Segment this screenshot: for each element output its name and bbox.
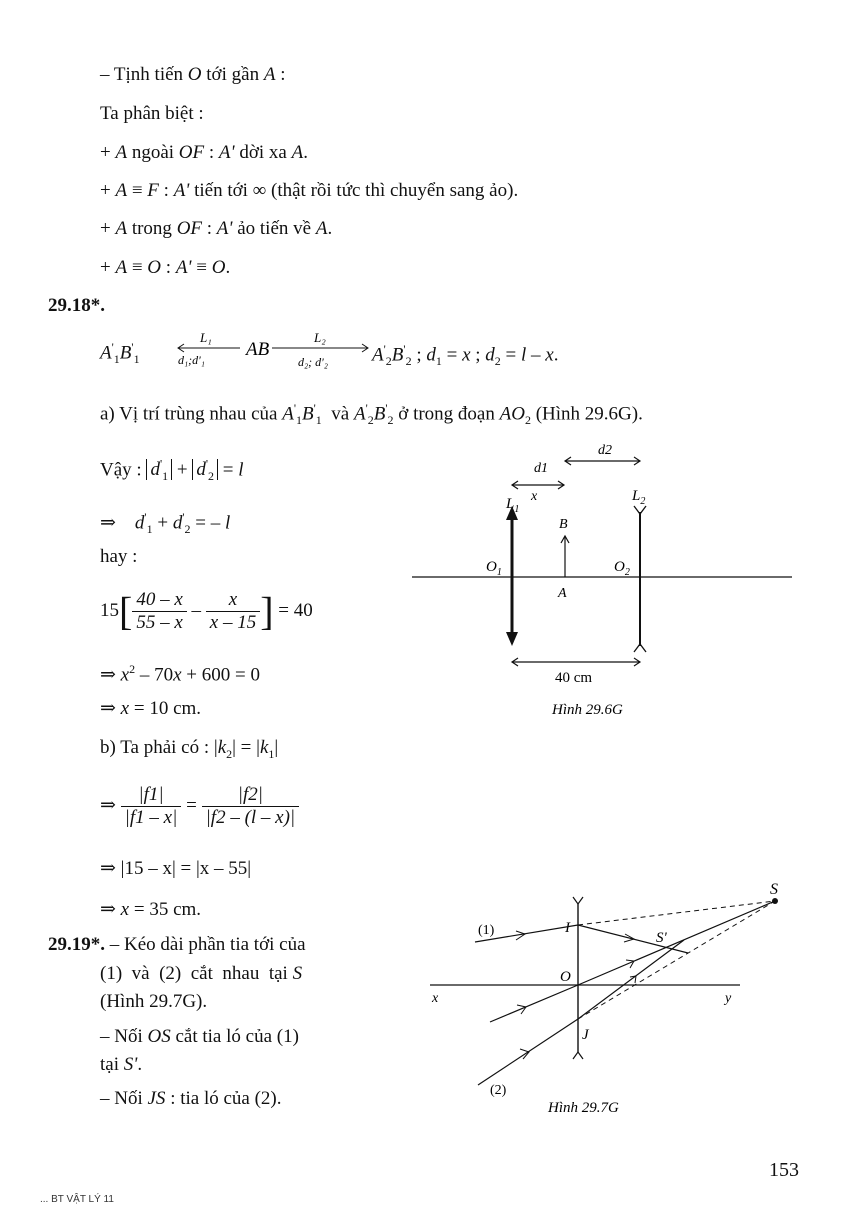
b-frac-1 bbox=[121, 784, 182, 829]
b-equation: ⇒ $\frac{|f1|}{|f1 - x|}$ = $\frac{|f2|}{|f2 - (l - x)|}$ bbox=[100, 775, 299, 837]
hay-line: hay : bbox=[100, 546, 138, 567]
scheme-ab: AB bbox=[246, 339, 270, 360]
part-a-text: a) Vị trí trùng nhau của $A'_1B'_1$ và $A'_2B'_2$ ở trong đoạn $AO_2$ (Hình 29.6G). bbox=[100, 401, 643, 428]
fig1-dist: 40 cm bbox=[555, 670, 593, 686]
fig1-d1: d1 bbox=[534, 461, 548, 476]
b-num-1: |f1| bbox=[121, 784, 182, 807]
p2-line-1: – Kéo dài phần tia tới của bbox=[109, 934, 306, 955]
fig1-a: A bbox=[558, 586, 567, 601]
fig1-o2: $O_2$ bbox=[614, 559, 630, 578]
fig2-x: x bbox=[432, 991, 439, 1006]
result-b: ⇒ x = 35 cm. bbox=[100, 899, 202, 920]
eq-frac-1 bbox=[132, 589, 186, 634]
fig1-caption: Hình 29.6G bbox=[552, 702, 623, 718]
scheme-l1-label: L₁ bbox=[200, 330, 212, 345]
case-2: + A ≡ F : A' tiến tới ∞ (thật rồi tức thì chuyển sang ảo). bbox=[100, 180, 519, 201]
b-den-1: |f1 – x| bbox=[124, 807, 178, 829]
fig2-caption: Hình 29.7G bbox=[548, 1100, 619, 1116]
bracket-equation: 15[ $\frac{40 - x}{55 - x}$ – $\frac{x}{x - 15}$ ] = 40 bbox=[100, 588, 313, 634]
scheme-d2-label: d₂; d'₂ bbox=[298, 355, 328, 369]
fig2-r1: (1) bbox=[478, 923, 495, 938]
fig2-s: S bbox=[770, 881, 778, 898]
case-4: + A ≡ O : A' ≡ O. bbox=[100, 257, 231, 278]
problem-label-29-19: 29.19*. bbox=[48, 934, 105, 955]
b-den-2: |f2 – (l – x)| bbox=[205, 807, 296, 829]
b-num-2: |f2| bbox=[202, 784, 300, 807]
scheme-right: $A'_2B'_2$ ; $d_1 = x$ ; $d_2 = l - x$. bbox=[372, 342, 559, 369]
fig2-o: O bbox=[560, 969, 571, 985]
eq-den-1: 55 – x bbox=[136, 612, 183, 634]
figure-29-6g bbox=[410, 430, 800, 730]
p2-line-5: tại S'. bbox=[100, 1054, 143, 1075]
p2-line-6: – Nối JS : tia ló của (2). bbox=[100, 1088, 282, 1109]
fig1-o1: $O_1$ bbox=[486, 559, 502, 578]
figure-29-7g bbox=[420, 880, 820, 1120]
implies-line-1: ⇒ $d'_1 + d'_2$ = – l bbox=[100, 510, 231, 537]
p2-line-2: (1) và (2) cắt nhau tại S bbox=[100, 963, 303, 984]
eq-den-2: x – 15 bbox=[209, 612, 257, 634]
problem-29-19-line-1 bbox=[48, 933, 306, 957]
eq-rhs: = 40 bbox=[278, 600, 313, 621]
fig1-x: x bbox=[531, 489, 538, 504]
page-number: 153 bbox=[769, 1159, 799, 1181]
scheme-d1-label: d₁;d'₁ bbox=[178, 353, 205, 367]
eq-frac-2 bbox=[206, 589, 260, 634]
fig1-d2: d2 bbox=[598, 443, 612, 458]
part-b-text: b) Ta phải có : $|k_2| = |k_1|$ bbox=[100, 737, 279, 761]
p2-line-3: (Hình 29.7G). bbox=[100, 991, 208, 1012]
fig2-y: y bbox=[725, 991, 732, 1006]
result-a: ⇒ x = 10 cm. bbox=[100, 698, 202, 719]
case-3: + A trong OF : A' ảo tiến về A. bbox=[100, 218, 333, 239]
eq-coef: 15 bbox=[100, 600, 119, 621]
eq-num-2: x bbox=[206, 589, 260, 612]
fig2-i: I bbox=[565, 920, 570, 936]
fig1-b: B bbox=[559, 517, 568, 532]
fig2-r2: (2) bbox=[490, 1083, 507, 1098]
b-eq-2: ⇒ |15 – x| = |x – 55| bbox=[100, 858, 252, 879]
fig1-l1: $L_1$ bbox=[506, 496, 520, 515]
case-1: + A ngoài OF : A' dời xa A. bbox=[100, 142, 308, 163]
fig1-l2: $L_2$ bbox=[632, 488, 646, 507]
intro-line-1: – Tịnh tiến O tới gần A : bbox=[100, 64, 286, 85]
b-frac-2 bbox=[202, 784, 300, 829]
p2-line-4: – Nối OS cắt tia ló của (1) bbox=[100, 1026, 299, 1047]
fig2-sp: S' bbox=[656, 930, 667, 946]
quadratic: ⇒ $x^2 - 70x + 600 = 0$ bbox=[100, 662, 260, 686]
eq-num-1: 40 – x bbox=[132, 589, 186, 612]
fig2-j: J bbox=[582, 1027, 589, 1043]
imaging-scheme: $A'_1B'_1$ bbox=[100, 340, 140, 367]
book-footer: ... BT VẬT LÝ 11 bbox=[40, 1194, 114, 1205]
scheme-l2-label: L₂ bbox=[314, 330, 326, 345]
problem-label-29-18: 29.18*. bbox=[48, 295, 105, 316]
intro-line-2: Ta phân biệt : bbox=[100, 103, 204, 124]
vay-line: Vậy : $d'_1 + d'_2 = l$ bbox=[100, 457, 244, 484]
